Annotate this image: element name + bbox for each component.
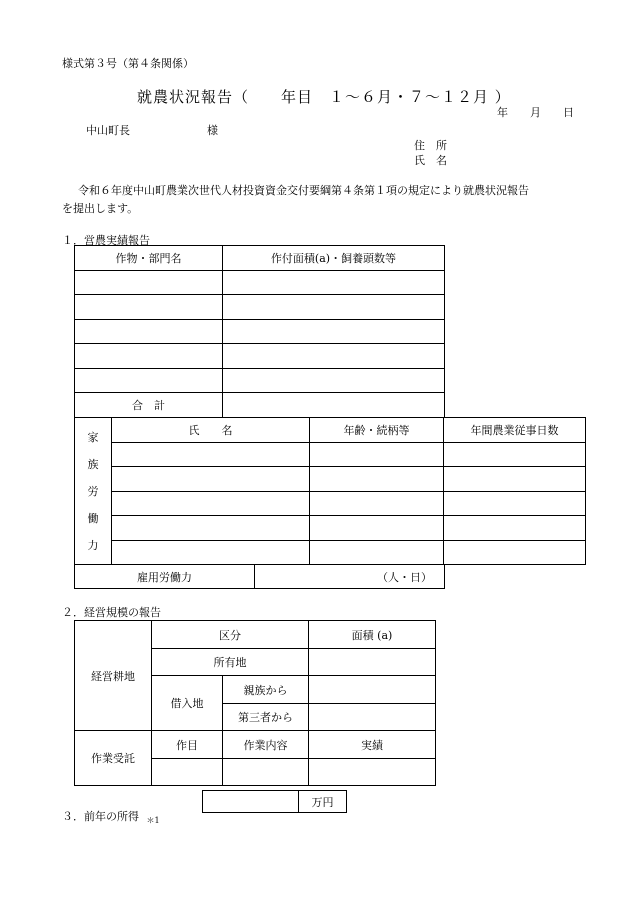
leased-third-party-area[interactable] [309, 704, 436, 731]
family-cell[interactable] [444, 467, 586, 492]
contract-task-cell[interactable] [223, 759, 309, 786]
hired-labor-value[interactable] [255, 565, 445, 589]
addressee: 中山町長 様 [86, 124, 218, 137]
page-title: 就農状況報告（ 年目 １〜６月・７〜１２月 ） [137, 88, 511, 106]
intro-text-line-1: 令和６年度中山町農業次世代人材投資資金交付要綱第４条第１項の規定により就農状況報告 [78, 184, 529, 197]
family-cell[interactable] [112, 516, 310, 541]
income-table [202, 790, 347, 813]
crop-header-area: 作付面積(a)・飼養頭数等 [223, 246, 445, 271]
crop-cell[interactable] [75, 271, 223, 295]
family-cell[interactable] [112, 492, 310, 516]
income-value[interactable] [203, 791, 299, 813]
contract-header-result: 実績 [309, 731, 436, 759]
farm-scale-table [74, 620, 436, 786]
family-cell[interactable] [444, 492, 586, 516]
crop-cell[interactable] [75, 369, 223, 393]
owned-land-area[interactable] [309, 649, 436, 676]
side-char: 力 [87, 538, 99, 552]
crop-cell[interactable] [223, 320, 445, 344]
family-cell[interactable] [310, 443, 444, 467]
crop-cell[interactable] [75, 344, 223, 369]
family-cell[interactable] [112, 467, 310, 492]
family-header-name: 氏 名 [112, 418, 310, 443]
section2-heading: ２．経営規模の報告 [62, 606, 161, 619]
family-labor-side-label [75, 418, 112, 565]
family-cell[interactable] [444, 516, 586, 541]
family-cell[interactable] [310, 492, 444, 516]
contract-header-crop: 作目 [152, 731, 223, 759]
side-char: 家 [87, 430, 99, 444]
contract-header-task: 作業内容 [223, 731, 309, 759]
family-cell[interactable] [310, 541, 444, 565]
farmland-label: 経営耕地 [75, 621, 152, 731]
date-line: 年 月 日 [497, 106, 574, 119]
leased-relatives-area[interactable] [309, 676, 436, 704]
address-label: 住 所 [414, 139, 447, 152]
family-cell[interactable] [310, 467, 444, 492]
family-header-days: 年間農業従事日数 [444, 418, 586, 443]
contract-crop-cell[interactable] [152, 759, 223, 786]
crop-cell[interactable] [75, 320, 223, 344]
crop-cell[interactable] [223, 344, 445, 369]
section3-heading [62, 808, 160, 826]
form-number: 様式第３号（第４条関係） [62, 57, 194, 70]
side-char: 労 [87, 484, 99, 498]
leased-land-label: 借入地 [152, 676, 223, 731]
income-unit: 万円 [299, 791, 347, 813]
crop-cell[interactable] [223, 295, 445, 320]
family-header-age: 年齢・続柄等 [310, 418, 444, 443]
family-labor-table [74, 417, 586, 565]
section3-heading-text: ３．前年の所得 [62, 810, 139, 823]
contract-work-label: 作業受託 [75, 731, 152, 786]
category-header: 区分 [152, 621, 309, 649]
family-cell[interactable] [112, 443, 310, 467]
crop-cell[interactable] [223, 271, 445, 295]
crop-total-label: 合 計 [75, 393, 223, 418]
crop-header-name: 作物・部門名 [75, 246, 223, 271]
side-char: 働 [87, 511, 99, 525]
hired-labor-table [74, 564, 445, 589]
owned-land-label: 所有地 [152, 649, 309, 676]
side-char: 族 [87, 457, 99, 471]
footnote-mark: ＊1 [146, 816, 160, 825]
crop-table [74, 245, 445, 418]
crop-total-value[interactable] [223, 393, 445, 418]
area-header: 面積 (a) [309, 621, 436, 649]
family-cell[interactable] [444, 541, 586, 565]
family-cell[interactable] [112, 541, 310, 565]
name-label: 氏 名 [414, 154, 447, 167]
intro-text-line-2: を提出します。 [62, 202, 139, 215]
leased-relatives-label: 親族から [223, 676, 309, 704]
crop-cell[interactable] [75, 295, 223, 320]
section1-heading: １．営農実績報告 [62, 234, 150, 247]
contract-result-cell[interactable] [309, 759, 436, 786]
family-cell[interactable] [444, 443, 586, 467]
hired-labor-unit: （人・日） [377, 570, 432, 584]
crop-cell[interactable] [223, 369, 445, 393]
hired-labor-label: 雇用労働力 [75, 565, 255, 589]
family-cell[interactable] [310, 516, 444, 541]
leased-third-party-label: 第三者から [223, 704, 309, 731]
